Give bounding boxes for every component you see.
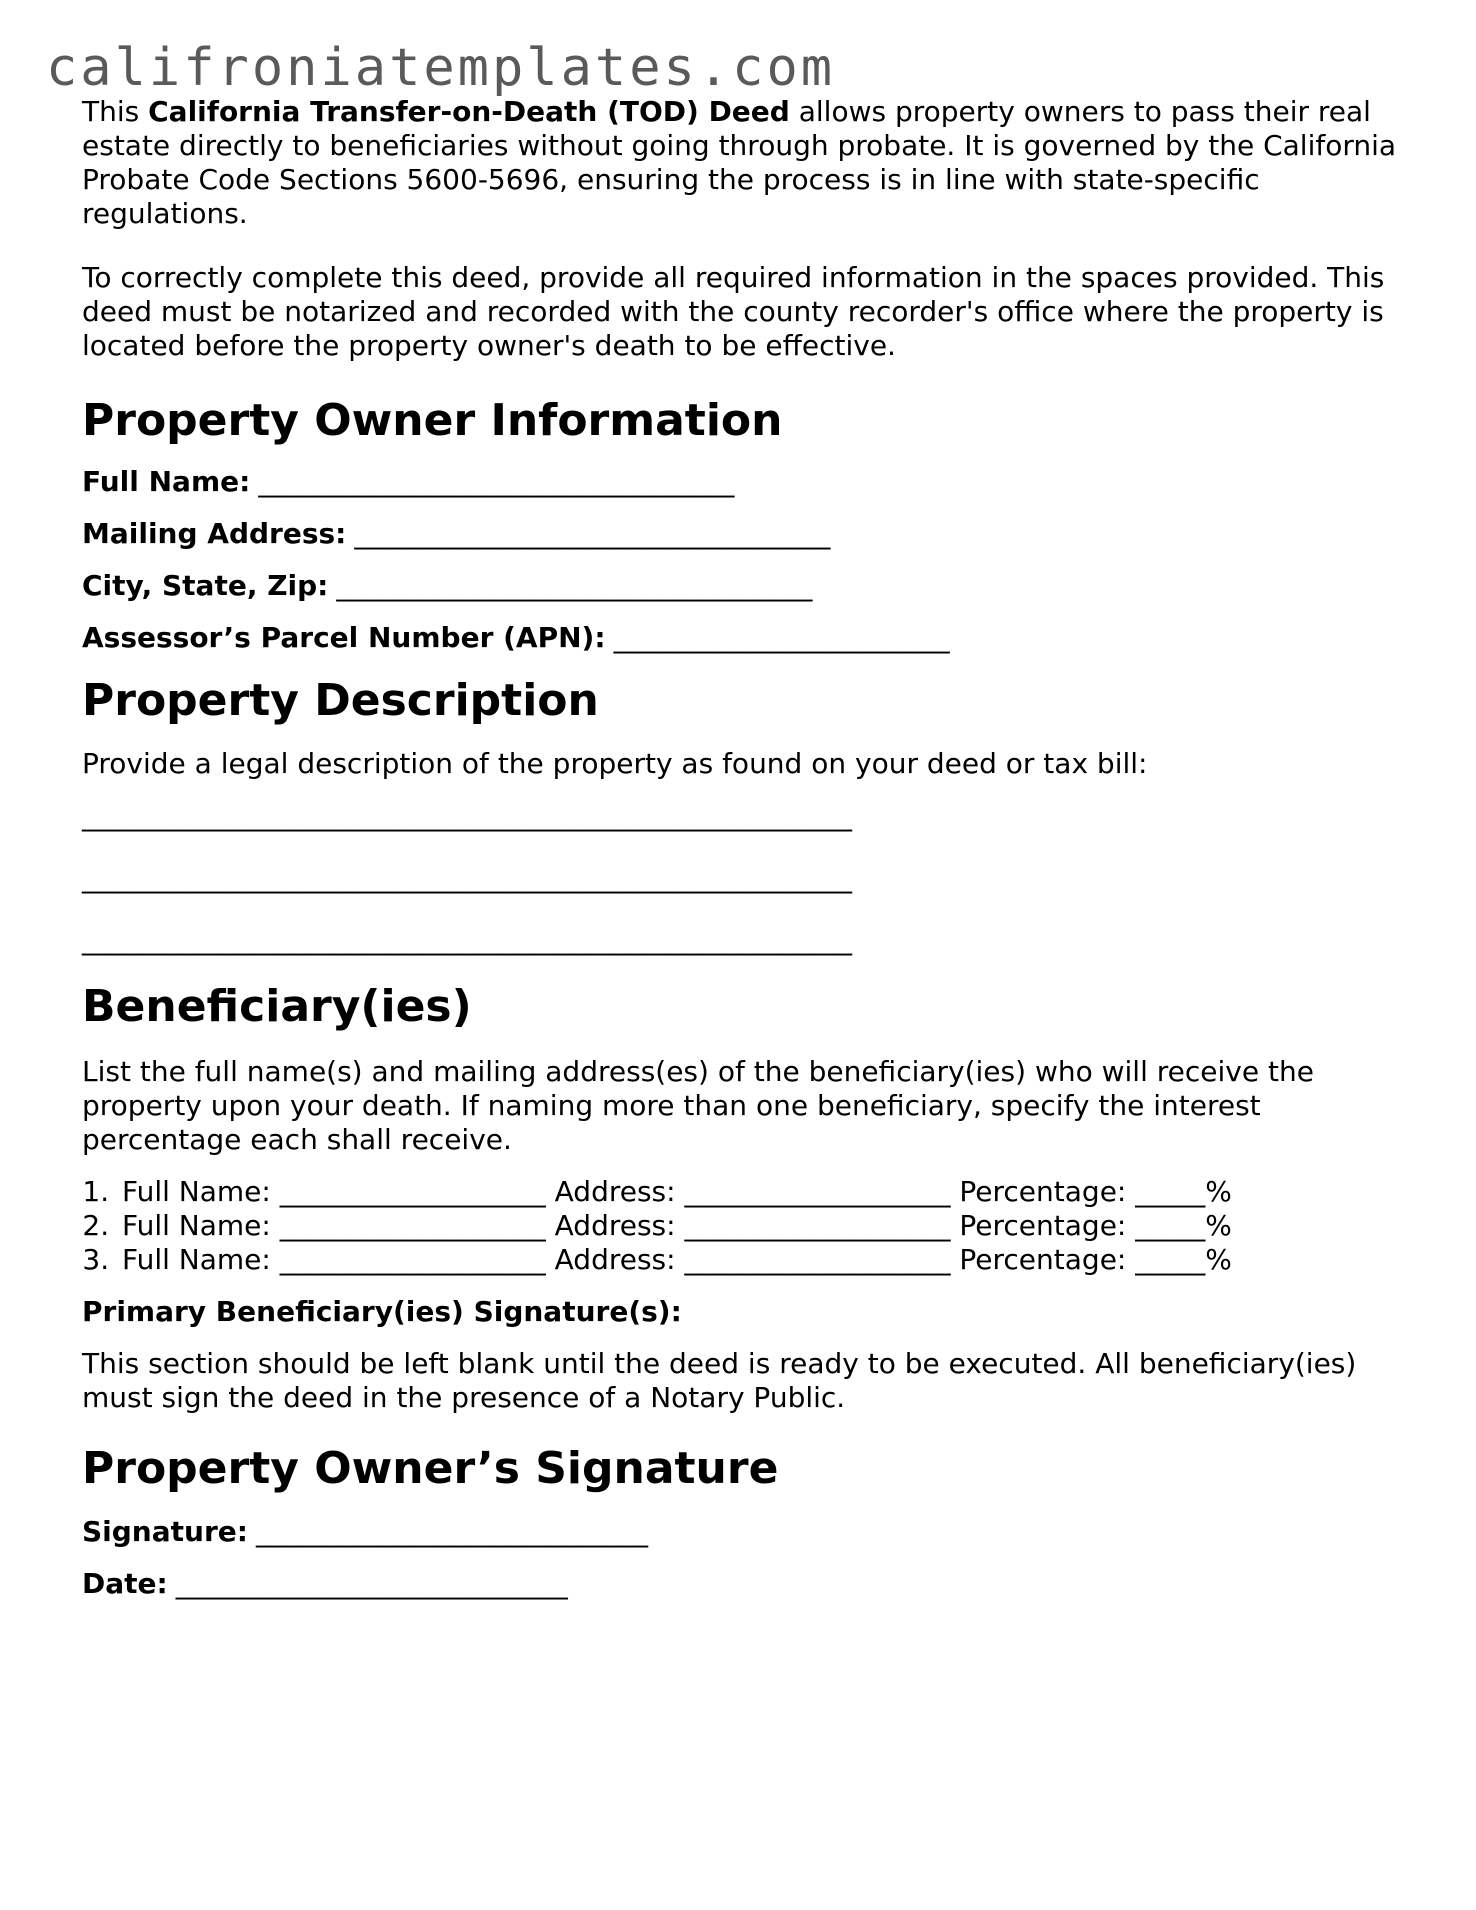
owner-signature-label: Signature: <box>82 1515 248 1548</box>
beneficiary-percentage-blank[interactable]: _____% <box>1135 1243 1232 1276</box>
beneficiary-row <box>118 1175 1412 1209</box>
beneficiary-percentage-blank[interactable]: _____% <box>1135 1209 1232 1242</box>
signature-date-blank[interactable]: ____________________________ <box>175 1567 568 1600</box>
owner-mailing-address-field[interactable] <box>82 517 1412 551</box>
beneficiary-percentage-label: Percentage: <box>959 1175 1127 1208</box>
signature-section-heading: Property Owner’s Signature <box>82 1443 779 1494</box>
beneficiary-address-blank[interactable]: ___________________ <box>684 1243 951 1276</box>
beneficiary-section-heading: Beneficiary(ies) <box>82 981 472 1032</box>
description-instructions: Provide a legal description of the property as found on your deed or tax bill: <box>82 747 1148 780</box>
owner-mailing-address-label: Mailing Address: <box>82 517 347 550</box>
intro-paragraph <box>82 95 1412 231</box>
owner-full-name-label: Full Name: <box>82 465 251 498</box>
signature-date-label: Date: <box>82 1567 168 1600</box>
beneficiary-name-blank[interactable]: ___________________ <box>279 1209 546 1242</box>
owner-full-name-field[interactable] <box>82 465 1412 499</box>
owner-apn-label: Assessor’s Parcel Number (APN): <box>82 621 606 654</box>
beneficiary-address-label: Address: <box>554 1243 676 1276</box>
beneficiary-row <box>118 1209 1412 1243</box>
intro-deed-title: California Transfer-on-Death (TOD) Deed <box>148 95 790 128</box>
beneficiary-address-blank[interactable]: ___________________ <box>684 1175 951 1208</box>
owner-mailing-address-blank[interactable]: __________________________________ <box>354 517 831 550</box>
beneficiary-list <box>82 1175 1412 1277</box>
beneficiary-address-label: Address: <box>554 1209 676 1242</box>
owner-apn-blank[interactable]: ________________________ <box>613 621 950 654</box>
intro-suffix: allows property owners to pass their real estate directly to beneficiaries without going through probate. It is governed by the California Probate Code Sections 5600-5696, ensuring the process is in line with state-specific regulations. <box>82 95 1397 230</box>
intro-prefix: This <box>82 95 149 128</box>
description-section-heading: Property Description <box>82 675 599 726</box>
beneficiary-address-label: Address: <box>554 1175 676 1208</box>
owner-city-state-zip-field[interactable] <box>82 569 1412 603</box>
beneficiary-address-blank[interactable]: ___________________ <box>684 1209 951 1242</box>
deed-document <box>82 95 1412 1601</box>
beneficiary-signature-note: This section should be left blank until the deed is ready to be executed. All beneficiary(ies) must sign the deed in the presence of a Notary Public. <box>82 1347 1357 1414</box>
beneficiary-row <box>118 1243 1412 1277</box>
beneficiary-name-blank[interactable]: ___________________ <box>279 1175 546 1208</box>
beneficiary-name-blank[interactable]: ___________________ <box>279 1243 546 1276</box>
beneficiary-percentage-label: Percentage: <box>959 1243 1127 1276</box>
owner-apn-field[interactable] <box>82 621 1412 655</box>
beneficiary-percentage-blank[interactable]: _____% <box>1135 1175 1232 1208</box>
instructions-paragraph: To correctly complete this deed, provide all required information in the spaces provided. This deed must be notarized and recorded with the county recorder's office where the property is located before the property owner's death to be effective. <box>82 261 1385 362</box>
owner-section-heading: Property Owner Information <box>82 395 783 446</box>
beneficiary-name-label: Full Name: <box>122 1209 271 1242</box>
beneficiary-name-label: Full Name: <box>122 1175 271 1208</box>
description-line-2[interactable]: _______________________________________________________ <box>82 861 852 894</box>
owner-city-state-zip-label: City, State, Zip: <box>82 569 329 602</box>
owner-signature-field[interactable] <box>82 1515 1412 1549</box>
owner-full-name-blank[interactable]: __________________________________ <box>258 465 735 498</box>
owner-signature-blank[interactable]: ____________________________ <box>255 1515 648 1548</box>
site-watermark: califroniatemplates.com <box>46 38 836 98</box>
beneficiary-signature-label: Primary Beneficiary(ies) Signature(s): <box>82 1295 682 1328</box>
signature-date-field[interactable] <box>82 1567 1412 1601</box>
beneficiary-name-label: Full Name: <box>122 1243 271 1276</box>
beneficiary-instructions: List the full name(s) and mailing address(es) of the beneficiary(ies) who will receive the property upon your death. If naming more than one beneficiary, specify the interest percentage each shall receive. <box>82 1055 1314 1156</box>
beneficiary-percentage-label: Percentage: <box>959 1209 1127 1242</box>
description-line-1[interactable]: _______________________________________________________ <box>82 799 852 832</box>
owner-city-state-zip-blank[interactable]: __________________________________ <box>336 569 813 602</box>
description-line-3[interactable]: _______________________________________________________ <box>82 923 852 956</box>
